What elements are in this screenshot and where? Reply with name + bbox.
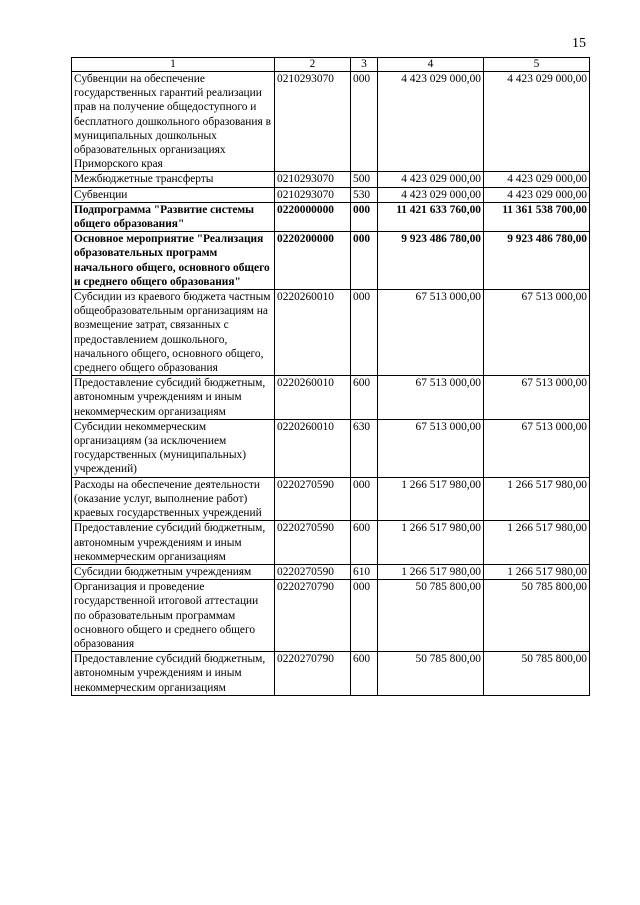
row-name-cell: Субсидии некоммерческим организациям (за исключением государственных (муниципальных) учреждений) <box>72 419 275 477</box>
row-name-cell: Субсидии из краевого бюджета частным общеобразовательным организациям на возмещение затрат, связанных с предоставлением дошкольного, начального общего, основного общего, среднего общего образования <box>72 290 275 376</box>
table-row <box>72 290 590 376</box>
amount-year1-cell: 9 923 486 780,00 <box>378 232 484 290</box>
target-article-code-cell: 0210293070 <box>275 172 351 187</box>
expense-type-code-cell: 000 <box>351 232 378 290</box>
expense-type-code-cell: 000 <box>351 477 378 521</box>
table-row <box>72 652 590 696</box>
target-article-code-cell: 0220270590 <box>275 477 351 521</box>
table-body <box>72 72 590 696</box>
page-number: 15 <box>572 36 586 51</box>
table-row <box>72 564 590 579</box>
table-row <box>72 477 590 521</box>
column-header: 5 <box>484 58 590 72</box>
expense-type-code-cell: 000 <box>351 72 378 172</box>
target-article-code-cell: 0220200000 <box>275 232 351 290</box>
amount-year1-cell: 1 266 517 980,00 <box>378 564 484 579</box>
expense-type-code-cell: 630 <box>351 419 378 477</box>
table-row <box>72 419 590 477</box>
column-header: 1 <box>72 58 275 72</box>
amount-year1-cell: 67 513 000,00 <box>378 419 484 477</box>
amount-year1-cell: 50 785 800,00 <box>378 580 484 652</box>
target-article-code-cell: 0220000000 <box>275 202 351 231</box>
row-name-cell: Предоставление субсидий бюджетным, автономным учреждениям и иным некоммерческим организациям <box>72 652 275 696</box>
target-article-code-cell: 0220270590 <box>275 521 351 565</box>
amount-year1-cell: 4 423 029 000,00 <box>378 72 484 172</box>
table-row <box>72 232 590 290</box>
table-row <box>72 202 590 231</box>
expense-type-code-cell: 500 <box>351 172 378 187</box>
amount-year2-cell: 4 423 029 000,00 <box>484 72 590 172</box>
column-header: 3 <box>351 58 378 72</box>
amount-year2-cell: 1 266 517 980,00 <box>484 564 590 579</box>
target-article-code-cell: 0220260010 <box>275 419 351 477</box>
row-name-cell: Предоставление субсидий бюджетным, автономным учреждениям и иным некоммерческим организациям <box>72 376 275 420</box>
amount-year2-cell: 1 266 517 980,00 <box>484 477 590 521</box>
target-article-code-cell: 0220260010 <box>275 290 351 376</box>
table-row <box>72 187 590 202</box>
header-row <box>72 58 590 72</box>
amount-year1-cell: 67 513 000,00 <box>378 376 484 420</box>
expense-type-code-cell: 000 <box>351 290 378 376</box>
row-name-cell: Предоставление субсидий бюджетным, автономным учреждениям и иным некоммерческим организациям <box>72 521 275 565</box>
amount-year1-cell: 67 513 000,00 <box>378 290 484 376</box>
expense-type-code-cell: 600 <box>351 376 378 420</box>
amount-year1-cell: 1 266 517 980,00 <box>378 477 484 521</box>
table-row <box>72 580 590 652</box>
row-name-cell: Организация и проведение государственной итоговой аттестации по образовательным программам основного общего и среднего общего образования <box>72 580 275 652</box>
target-article-code-cell: 0220270790 <box>275 652 351 696</box>
amount-year2-cell: 67 513 000,00 <box>484 290 590 376</box>
row-name-cell: Подпрограмма "Развитие системы общего образования" <box>72 202 275 231</box>
budget-table <box>71 57 590 696</box>
amount-year1-cell: 4 423 029 000,00 <box>378 187 484 202</box>
table-row <box>72 72 590 172</box>
row-name-cell: Основное мероприятие "Реализация образовательных программ начального общего, основного общего и среднего общего образования" <box>72 232 275 290</box>
amount-year2-cell: 1 266 517 980,00 <box>484 521 590 565</box>
amount-year1-cell: 50 785 800,00 <box>378 652 484 696</box>
amount-year2-cell: 4 423 029 000,00 <box>484 187 590 202</box>
amount-year2-cell: 11 361 538 700,00 <box>484 202 590 231</box>
expense-type-code-cell: 600 <box>351 652 378 696</box>
table-row <box>72 172 590 187</box>
amount-year1-cell: 1 266 517 980,00 <box>378 521 484 565</box>
expense-type-code-cell: 530 <box>351 187 378 202</box>
expense-type-code-cell: 600 <box>351 521 378 565</box>
row-name-cell: Межбюджетные трансферты <box>72 172 275 187</box>
target-article-code-cell: 0220270790 <box>275 580 351 652</box>
column-header: 4 <box>378 58 484 72</box>
amount-year2-cell: 50 785 800,00 <box>484 580 590 652</box>
table-row <box>72 521 590 565</box>
expense-type-code-cell: 000 <box>351 202 378 231</box>
target-article-code-cell: 0210293070 <box>275 187 351 202</box>
amount-year2-cell: 4 423 029 000,00 <box>484 172 590 187</box>
amount-year2-cell: 9 923 486 780,00 <box>484 232 590 290</box>
amount-year2-cell: 67 513 000,00 <box>484 419 590 477</box>
column-header: 2 <box>275 58 351 72</box>
expense-type-code-cell: 000 <box>351 580 378 652</box>
target-article-code-cell: 0220260010 <box>275 376 351 420</box>
amount-year2-cell: 67 513 000,00 <box>484 376 590 420</box>
table-row <box>72 376 590 420</box>
target-article-code-cell: 0210293070 <box>275 72 351 172</box>
target-article-code-cell: 0220270590 <box>275 564 351 579</box>
row-name-cell: Субвенции <box>72 187 275 202</box>
amount-year2-cell: 50 785 800,00 <box>484 652 590 696</box>
expense-type-code-cell: 610 <box>351 564 378 579</box>
row-name-cell: Субвенции на обеспечение государственных гарантий реализации прав на получение общедоступного и бесплатного дошкольного образования в муниципальных дошкольных образовательных организациях Приморского края <box>72 72 275 172</box>
row-name-cell: Субсидии бюджетным учреждениям <box>72 564 275 579</box>
row-name-cell: Расходы на обеспечение деятельности (оказание услуг, выполнение работ) краевых государственных учреждений <box>72 477 275 521</box>
amount-year1-cell: 11 421 633 760,00 <box>378 202 484 231</box>
amount-year1-cell: 4 423 029 000,00 <box>378 172 484 187</box>
